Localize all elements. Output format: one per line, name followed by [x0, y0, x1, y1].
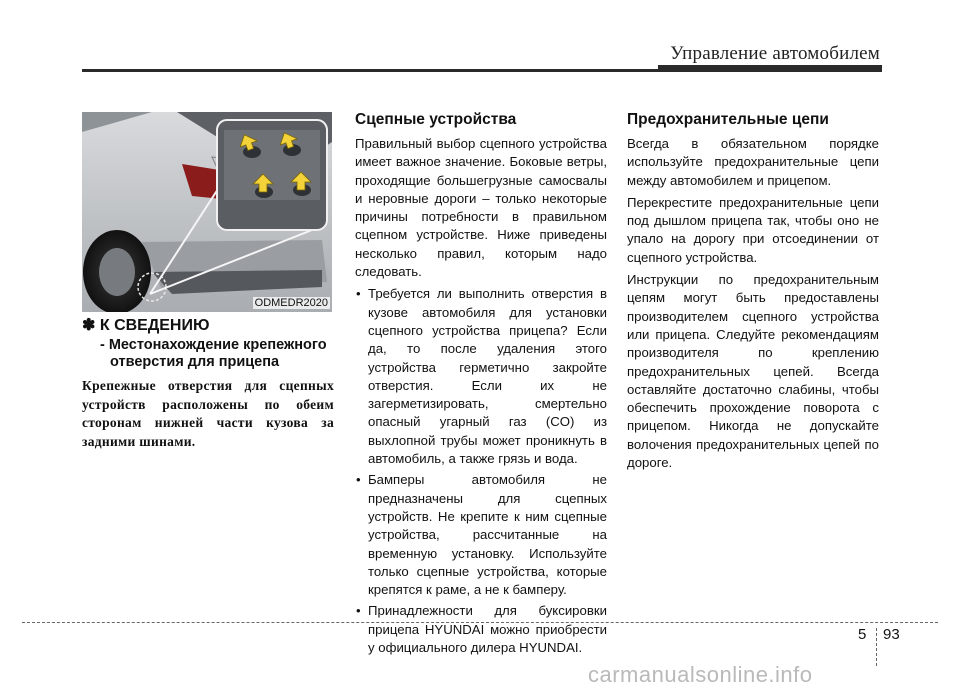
- list-item: • Принадлежности для буксировки прицепа HYUNDAI можно приобрести у официального дилера HYUNDAI.: [355, 602, 607, 657]
- hitch-title: Сцепные устройства: [355, 111, 517, 128]
- section-number: 5: [858, 626, 867, 643]
- list-item: • Требуется ли выполнить отверстия в кузове автомобиля для установки сцепного устройства прицепа? Если да, то после удаления этого устройства герметично закройте отверстия. Если их не загерметизировать, смертельно опасный угарный газ (CO) из выхлопной трубы может проникнуть в автомобиль, а также грязь и вода.: [355, 285, 607, 468]
- hitch-intro: Правильный выбор сцепного устройства имеет важное значение. Боковые ветры, проходящие большегрузные самосвалы и неровные дороги – только некоторые причины потребности в правильном сцепном устройстве. Ниже приведены несколько правил, которым надо следовать.: [355, 136, 607, 280]
- note-body: Крепежные отверстия для сцепных устройств расположены по обеим сторонам нижней части кузова за задними шинами.: [82, 378, 334, 449]
- header-rule-accent: [658, 65, 882, 72]
- chains-paragraph-1: Всегда в обязательном порядке используйте предохранительные цепи между автомобилем и прицепом.: [627, 136, 879, 188]
- chains-section: [627, 111, 879, 476]
- chains-paragraph-3: Инструкции по предохранительным цепям могут быть предоставлены производителем сцепного устройства или прицепа. Следуйте рекомендациям производителя по креплению предохранительных цепей. Всегда оставляйте достаточно слабины, чтобы обеспечить прохождение поворота с прицепом. Никогда не допускайте волочения предохранительных цепей по дороге.: [627, 272, 879, 471]
- chains-title: Предохранительные цепи: [627, 111, 829, 128]
- figure-code: ODMEDR2020: [254, 297, 328, 309]
- hitch-bullet-list: [355, 285, 607, 657]
- list-item: • Бамперы автомобиля не предназначены для сцепных устройств. Не крепите к ним сцепные устройства, рассчитанные на временную установку. Используйте только сцепные устройства, которые крепятся к раме, а не к бамперу.: [355, 471, 607, 599]
- hitch-section: [355, 111, 607, 660]
- note-block: [82, 315, 334, 451]
- footer-rule: [22, 622, 938, 623]
- car-rear-drawing: [82, 112, 332, 312]
- page-header-title: Управление автомобилем: [670, 43, 880, 64]
- chains-paragraph-2: Перекрестите предохранительные цепи под дышлом прицепа так, чтобы оно не упало на дорогу при отсоединении от сцепного устройства.: [627, 194, 879, 265]
- rear-car-illustration: [82, 112, 332, 312]
- note-subtitle: - Местонахождение крепежного отверстия для прицепа: [100, 337, 327, 370]
- page-number: 93: [883, 626, 900, 643]
- page-divider: [876, 628, 877, 666]
- watermark: carmanualsonline.info: [588, 662, 813, 687]
- note-title: ✽ К СВЕДЕНИЮ: [82, 317, 210, 334]
